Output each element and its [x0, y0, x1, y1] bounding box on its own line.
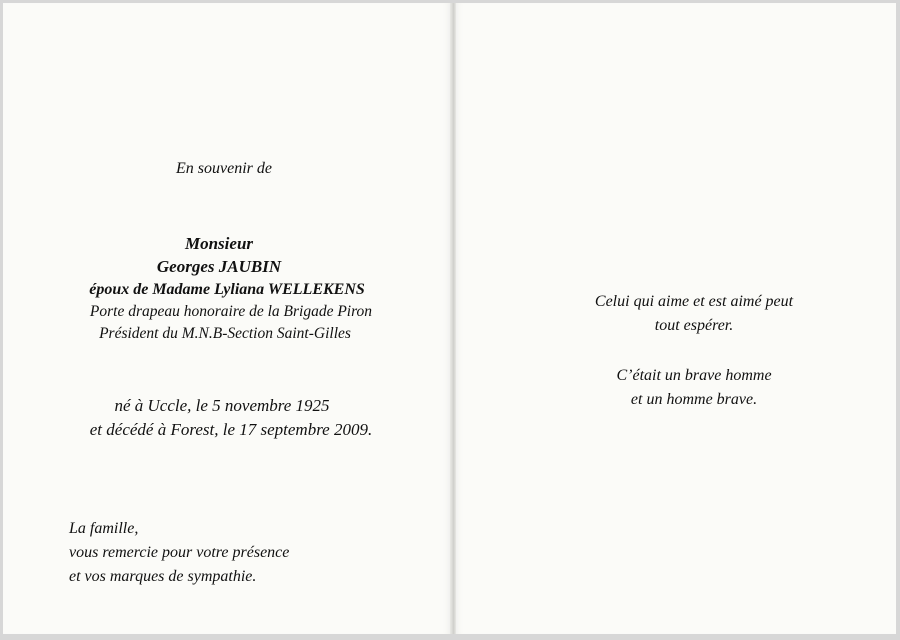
right-page — [456, 3, 896, 634]
quote-2-line-2: et un homme brave. — [630, 391, 758, 408]
quote-1-line-1: Celui qui aime et est aimé peut — [594, 293, 794, 310]
family-line-1: La famille, — [69, 520, 139, 537]
title: Monsieur — [184, 234, 254, 253]
quote-1-line-2: tout espérer. — [654, 317, 734, 334]
heading: En souvenir de — [176, 160, 272, 177]
birth-line: né à Uccle, le 5 novembre 1925 — [114, 396, 330, 415]
death-line: et décédé à Forest, le 17 septembre 2009. — [89, 420, 373, 439]
family-line-2: vous remercie pour votre présence — [69, 544, 290, 561]
role-line-2: Président du M.N.B-Section Saint-Gilles — [99, 325, 351, 342]
left-page — [3, 3, 451, 634]
deceased-name: Georges JAUBIN — [156, 257, 282, 276]
quote-2-line-1: C’était un brave homme — [616, 367, 772, 384]
spouse-line: époux de Madame Lyliana WELLEKENS — [89, 281, 365, 298]
family-line-3: et vos marques de sympathie. — [69, 568, 257, 585]
role-line-1: Porte drapeau honoraire de la Brigade Piron — [89, 303, 373, 320]
